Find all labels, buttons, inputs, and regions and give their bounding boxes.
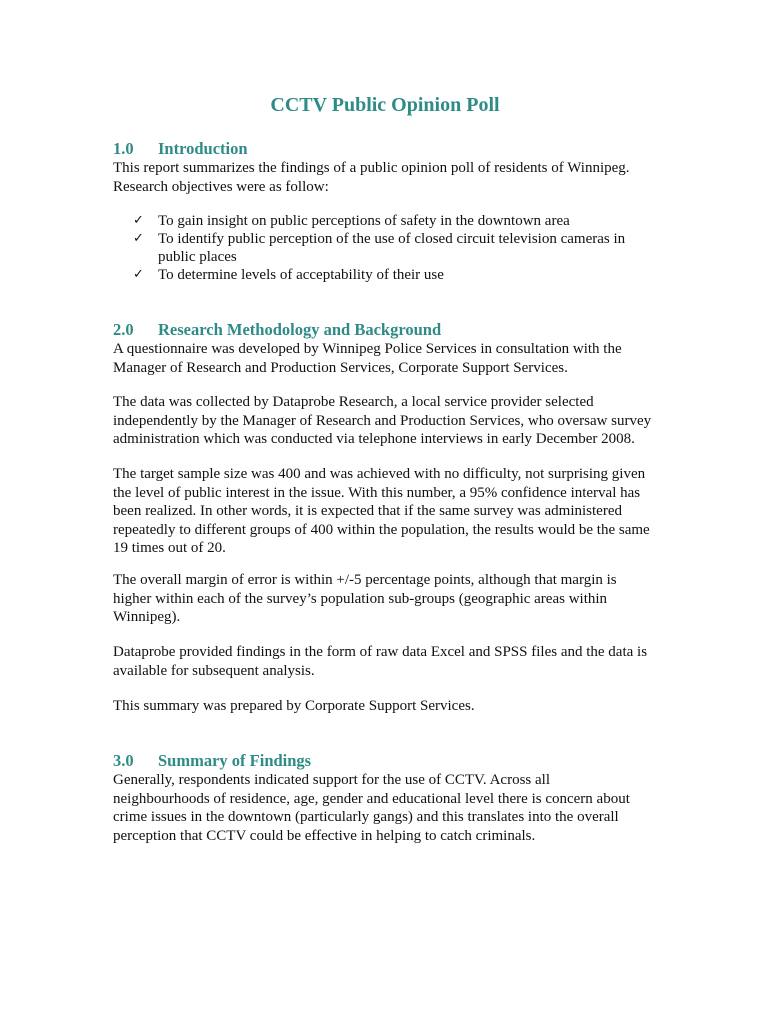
section-number: 3.0 [113,751,134,770]
list-item [113,212,673,230]
text-line: To identify public perception of the use of closed circuit television cameras in [158,231,626,247]
text-line: To determine levels of acceptability of their use [158,267,444,283]
checkmark-icon: ✓ [133,231,144,246]
text-line: neighbourhoods of residence, age, gender and educational level there is concern about [113,790,630,807]
objectives-list [113,212,673,284]
text-line: This report summarizes the findings of a public opinion poll of residents of Winnipeg. [113,160,630,176]
text-line: Research objectives were as follow: [113,178,329,195]
text-line: The data was collected by Dataprobe Research, a local service provider selected [113,394,594,410]
text-line: 19 times out of 20. [113,540,226,556]
text-line: Dataprobe provided findings in the form of raw data Excel and SPSS files and the data is [113,644,648,660]
text-line: Manager of Research and Production Services, Corporate Support Services. [113,359,568,376]
paragraph [113,697,673,716]
section-title: Introduction [158,139,248,158]
text-line: been realized. In other words, it is expected that if the same survey was administered [113,503,622,519]
checkmark-icon: ✓ [133,213,144,228]
text-line: This summary was prepared by Corporate Support Services. [113,698,475,714]
paragraph [113,571,673,627]
text-line: The overall margin of error is within +/-5 percentage points, although that margin is [113,572,617,588]
text-line: To gain insight on public perceptions of safety in the downtown area [158,213,570,229]
section-title: Summary of Findings [158,751,312,770]
paragraph [113,643,673,680]
paragraph [113,771,673,845]
text-line: repeatedly to different groups of 400 within the population, the results would be the same [113,521,650,538]
section-heading-methodology [113,320,441,340]
text-line: the level of public interest in the issue. With this number, a 95% confidence interval has [113,484,641,501]
text-line: Generally, respondents indicated support for the use of CCTV. Across all [113,772,550,788]
paragraph [113,340,673,377]
section-title: Research Methodology and Background [158,320,442,339]
text-line: perception that CCTV could be effective in helping to catch criminals. [113,827,536,844]
section-heading-introduction [113,139,248,159]
text-line: higher within each of the survey’s population sub-groups (geographic areas within [113,590,608,607]
section-heading-summary [113,751,311,771]
text-line: available for subsequent analysis. [113,662,315,679]
text-line: administration which was conducted via telephone interviews in early December 2008. [113,431,635,447]
text-line: The target sample size was 400 and was achieved with no difficulty, not surprising given [113,466,646,482]
text-line: public places [158,249,237,265]
paragraph [113,393,673,449]
list-item [113,266,673,284]
list-item [113,230,673,266]
section-number: 1.0 [113,139,134,158]
text-line: A questionnaire was developed by Winnipeg Police Services in consultation with the [113,341,622,357]
text-line: independently by the Manager of Research and Production Services, who oversaw survey [113,412,652,429]
text-line: crime issues in the downtown (particularly gangs) and this translates into the overall [113,809,619,825]
paragraph [113,465,673,558]
page-title: CCTV Public Opinion Poll [270,94,500,116]
text-line: Winnipeg). [113,609,181,625]
paragraph [113,159,673,196]
checkmark-icon: ✓ [133,267,144,282]
section-number: 2.0 [113,320,134,339]
